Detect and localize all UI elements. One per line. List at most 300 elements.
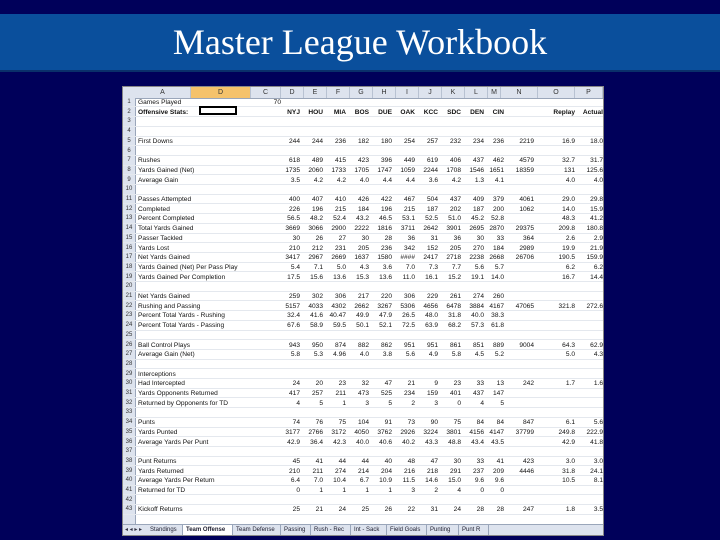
sheet-tab[interactable]: Standings — [147, 525, 183, 535]
cell-n[interactable]: 4579 — [519, 157, 534, 165]
cell-o[interactable]: 3.0 — [565, 457, 575, 465]
team-cell[interactable]: 21 — [407, 380, 415, 388]
team-cell[interactable]: 874 — [334, 341, 346, 349]
row-label[interactable]: Average Gain (Net) — [138, 351, 195, 359]
cell-o[interactable]: 249.8 — [558, 428, 575, 436]
team-cell[interactable]: 28 — [496, 506, 504, 514]
team-cell[interactable]: 467 — [403, 196, 415, 203]
team-cell[interactable]: 1 — [342, 399, 346, 407]
team-cell[interactable]: 257 — [311, 390, 323, 397]
team-cell[interactable]: 3711 — [400, 225, 415, 233]
cell-n[interactable]: 18359 — [515, 166, 534, 174]
cell-p[interactable]: 18.0 — [590, 137, 603, 145]
column-header[interactable]: N — [501, 87, 538, 98]
cell-o[interactable]: 64.3 — [562, 341, 575, 349]
team-cell[interactable]: 6.7 — [359, 477, 369, 485]
team-cell[interactable]: 462 — [492, 157, 504, 165]
team-cell[interactable]: 23 — [453, 380, 461, 388]
team-cell[interactable]: 48.2 — [310, 215, 323, 223]
team-cell[interactable]: 2238 — [469, 254, 484, 262]
team-cell[interactable]: 24 — [338, 506, 346, 514]
team-cell[interactable]: 36 — [453, 234, 461, 242]
column-header[interactable]: P — [575, 87, 603, 98]
team-cell[interactable]: 43.3 — [425, 438, 438, 446]
team-cell[interactable]: 40.0 — [471, 312, 484, 320]
team-cell[interactable]: 3762 — [377, 428, 392, 436]
team-cell[interactable]: 5.6 — [474, 263, 484, 271]
team-cell[interactable]: 306 — [334, 293, 346, 300]
team-cell[interactable]: 11.0 — [402, 273, 415, 281]
team-cell[interactable]: 260 — [492, 293, 504, 300]
team-cell[interactable]: 44 — [361, 457, 369, 465]
row-label[interactable]: Average Yards Per Return — [138, 477, 215, 485]
cell-n[interactable]: 423 — [522, 457, 534, 465]
team-cell[interactable]: 28 — [384, 234, 392, 242]
team-cell[interactable]: 504 — [426, 196, 438, 203]
team-cell[interactable]: 406 — [449, 157, 461, 165]
team-cell[interactable]: 58.9 — [310, 322, 323, 330]
team-cell[interactable]: 889 — [492, 341, 504, 349]
team-cell[interactable]: 473 — [357, 390, 369, 397]
column-header[interactable]: D — [281, 87, 304, 98]
team-cell[interactable]: 42.3 — [333, 438, 346, 446]
team-cell[interactable]: 4.0 — [359, 176, 369, 184]
active-cell[interactable] — [199, 106, 237, 115]
team-cell[interactable]: 30 — [361, 234, 369, 242]
team-cell[interactable]: 33 — [476, 380, 484, 388]
team-cell[interactable]: 306 — [403, 293, 415, 300]
cell-o[interactable]: 32.7 — [562, 157, 575, 165]
cell-n[interactable]: 247 — [522, 506, 534, 514]
team-cell[interactable]: 84 — [496, 419, 504, 427]
column-header[interactable]: L — [465, 87, 488, 98]
team-cell[interactable]: 5 — [500, 399, 504, 407]
team-cell[interactable]: 215 — [403, 205, 415, 213]
team-cell[interactable]: 42.9 — [287, 438, 300, 446]
team-cell[interactable]: 4.96 — [333, 351, 346, 359]
team-cell[interactable]: 13.6 — [333, 273, 346, 281]
team-cell[interactable]: 33 — [496, 234, 504, 242]
team-cell[interactable]: 0 — [480, 487, 484, 494]
team-cell[interactable]: 32.4 — [287, 312, 300, 320]
team-cell[interactable]: 3177 — [285, 428, 300, 436]
team-cell[interactable]: 254 — [403, 137, 415, 145]
row-label[interactable]: Games Played — [138, 99, 182, 106]
team-cell[interactable]: 3267 — [377, 302, 392, 310]
cell-o[interactable]: 31.8 — [562, 467, 575, 475]
team-cell[interactable]: 184 — [357, 205, 369, 213]
team-cell[interactable]: 1059 — [400, 166, 415, 174]
cell-o[interactable]: 190.5 — [558, 254, 575, 262]
cell-n[interactable]: 4446 — [519, 467, 534, 475]
team-cell[interactable]: 3172 — [331, 428, 346, 436]
team-cell[interactable]: 618 — [288, 157, 300, 165]
sheet-tab[interactable]: Punt R — [459, 525, 489, 535]
cell-o[interactable]: 16.7 — [562, 273, 575, 281]
team-cell[interactable]: 1651 — [489, 166, 504, 174]
column-header[interactable]: G — [350, 87, 373, 98]
cell-p[interactable]: 21.9 — [590, 244, 603, 252]
team-cell[interactable]: 525 — [380, 390, 392, 397]
team-cell[interactable]: 217 — [357, 293, 369, 300]
cell-n[interactable]: 4061 — [519, 196, 534, 203]
team-cell[interactable]: 236 — [334, 137, 346, 145]
team-cell[interactable]: 1.3 — [474, 176, 484, 184]
cell-p[interactable]: 159.9 — [586, 254, 603, 262]
team-cell[interactable]: 26 — [384, 506, 392, 514]
cell-p[interactable]: 41.2 — [590, 215, 603, 223]
row-label[interactable]: Percent Total Yards - Passing — [138, 322, 225, 330]
team-cell[interactable]: 259 — [288, 293, 300, 300]
team-cell[interactable]: SDC — [447, 108, 461, 116]
team-cell[interactable]: 159 — [426, 390, 438, 397]
team-cell[interactable]: 19.1 — [471, 273, 484, 281]
team-cell[interactable]: 14.6 — [425, 477, 438, 485]
team-cell[interactable]: 3801 — [446, 428, 461, 436]
team-cell[interactable]: 379 — [492, 196, 504, 203]
team-cell[interactable]: 17.5 — [287, 273, 300, 281]
row-label[interactable]: Net Yards Gained — [138, 293, 190, 300]
team-cell[interactable]: 30 — [453, 457, 461, 465]
team-cell[interactable]: 1 — [365, 487, 369, 494]
cell-p[interactable]: 14.4 — [590, 273, 603, 281]
column-header[interactable]: D — [191, 87, 251, 98]
team-cell[interactable]: 45.2 — [471, 215, 484, 223]
column-header[interactable]: K — [442, 87, 465, 98]
cell-o[interactable]: 209.8 — [558, 225, 575, 233]
cell-p[interactable]: 5.6 — [593, 419, 603, 427]
cell-n[interactable]: 9004 — [519, 341, 534, 349]
cell-o[interactable]: 10.5 — [562, 477, 575, 485]
cell-o[interactable]: 1.8 — [565, 506, 575, 514]
team-cell[interactable]: 184 — [492, 244, 504, 252]
row-label[interactable]: Passes Attempted — [138, 196, 192, 203]
team-cell[interactable]: 396 — [380, 157, 392, 165]
row-label[interactable]: Interceptions — [138, 370, 176, 378]
team-cell[interactable]: 22 — [407, 506, 415, 514]
team-cell[interactable]: 3 — [365, 399, 369, 407]
team-cell[interactable]: 234 — [472, 137, 484, 145]
team-cell[interactable]: 196 — [380, 205, 392, 213]
column-header[interactable]: A — [135, 87, 191, 98]
cell-n[interactable]: 2989 — [519, 244, 534, 252]
cell-p[interactable]: 3.5 — [593, 506, 603, 514]
team-cell[interactable]: 426 — [357, 196, 369, 203]
team-cell[interactable]: 41 — [496, 457, 504, 465]
sheet-tab[interactable]: Passing — [281, 525, 311, 535]
team-cell[interactable]: 4050 — [354, 428, 369, 436]
team-cell[interactable]: 210 — [288, 467, 300, 475]
row-label[interactable]: Net Yards Gained — [138, 254, 190, 262]
team-cell[interactable]: 26 — [315, 234, 323, 242]
team-cell[interactable]: 212 — [311, 244, 323, 252]
team-cell[interactable]: 211 — [335, 390, 346, 397]
team-cell[interactable]: 4 — [480, 399, 484, 407]
team-cell[interactable]: 951 — [426, 341, 438, 349]
team-cell[interactable]: 342 — [403, 244, 415, 252]
team-cell[interactable]: 7.7 — [451, 263, 461, 271]
row-label[interactable]: Total Yards Gained — [138, 225, 194, 233]
team-cell[interactable]: 14.0 — [491, 273, 504, 281]
cell-p[interactable]: 6.2 — [593, 263, 603, 271]
team-cell[interactable]: 9.6 — [474, 477, 484, 485]
team-cell[interactable]: 3224 — [423, 428, 438, 436]
cell-o[interactable]: 131 — [563, 166, 575, 174]
team-cell[interactable]: 152 — [426, 244, 438, 252]
team-cell[interactable]: 4 — [296, 399, 300, 407]
row-label[interactable]: Passer Tackled — [138, 234, 183, 242]
team-cell[interactable]: 15.2 — [448, 273, 461, 281]
cell-o[interactable]: 6.2 — [565, 263, 575, 271]
cell-o[interactable]: 48.3 — [562, 215, 575, 223]
team-cell[interactable]: 410 — [334, 196, 346, 203]
team-cell[interactable]: 407 — [311, 196, 323, 203]
cell-n[interactable]: 847 — [522, 419, 534, 427]
cell-p[interactable]: 29.8 — [590, 196, 603, 203]
team-cell[interactable]: 244 — [311, 137, 323, 145]
team-cell[interactable]: 400 — [288, 196, 300, 203]
sheet-tab[interactable]: Int - Sack — [351, 525, 387, 535]
team-cell[interactable]: 7.1 — [313, 263, 323, 271]
team-cell[interactable]: 270 — [472, 244, 484, 252]
team-cell[interactable]: 1546 — [469, 166, 484, 174]
row-label[interactable]: Had Intercepted — [138, 380, 185, 388]
team-cell[interactable]: 3901 — [446, 225, 461, 233]
team-cell[interactable]: 7.3 — [428, 263, 438, 271]
team-cell[interactable]: 9 — [434, 380, 438, 388]
team-cell[interactable]: CIN — [492, 108, 504, 116]
team-cell[interactable]: 244 — [288, 137, 300, 145]
team-cell[interactable]: 24 — [292, 380, 300, 388]
team-cell[interactable]: 882 — [357, 341, 369, 349]
cell-o[interactable]: 2.6 — [565, 234, 575, 242]
team-cell[interactable]: 437 — [472, 390, 484, 397]
team-cell[interactable]: 4656 — [423, 302, 438, 310]
team-cell[interactable]: 180 — [380, 137, 392, 145]
team-cell[interactable]: 274 — [334, 467, 346, 475]
row-label[interactable]: Percent Total Yards - Rushing — [138, 312, 225, 320]
cell-n[interactable]: 26706 — [515, 254, 534, 262]
team-cell[interactable]: 30 — [292, 234, 300, 242]
sheet-tab[interactable]: Team Offense — [183, 525, 233, 535]
team-cell[interactable]: 2669 — [331, 254, 346, 262]
team-cell[interactable]: 0 — [500, 487, 504, 494]
team-cell[interactable]: 43.2 — [356, 215, 369, 223]
team-cell[interactable]: 0 — [296, 487, 300, 494]
team-cell[interactable]: 15.0 — [448, 477, 461, 485]
team-cell[interactable]: 1747 — [377, 166, 392, 174]
row-label[interactable]: Yards Gained (Net) Per Pass Play — [138, 263, 238, 271]
cell-o[interactable]: 29.0 — [562, 196, 575, 203]
team-cell[interactable]: 196 — [311, 205, 323, 213]
team-cell[interactable]: 1708 — [446, 166, 461, 174]
cell-n[interactable]: 47065 — [515, 302, 534, 310]
team-cell[interactable]: 216 — [403, 467, 415, 475]
team-cell[interactable]: 7.0 — [313, 477, 323, 485]
tab-nav-arrows[interactable]: ◂ ◂ ▸ ▸ — [125, 527, 143, 533]
team-cell[interactable]: 211 — [312, 467, 323, 475]
team-cell[interactable]: 226 — [288, 205, 300, 213]
team-cell[interactable]: 204 — [380, 467, 392, 475]
team-cell[interactable]: 26.5 — [402, 312, 415, 320]
cell-o[interactable]: 19.9 — [562, 244, 575, 252]
row-label[interactable]: Punt Returns — [138, 457, 177, 465]
cell-o[interactable]: 5.0 — [565, 351, 575, 359]
team-cell[interactable]: 2060 — [308, 166, 323, 174]
team-cell[interactable]: 36.4 — [310, 438, 323, 446]
sheet-tab[interactable]: Field Goals — [387, 525, 427, 535]
cell-n[interactable]: 242 — [522, 380, 534, 388]
cell-o[interactable]: 321.8 — [558, 302, 575, 310]
row-label[interactable]: Rushes — [138, 157, 161, 165]
row-label[interactable]: Average Yards Per Punt — [138, 438, 209, 446]
team-cell[interactable]: 5.6 — [405, 351, 415, 359]
team-cell[interactable]: 51.0 — [448, 215, 461, 223]
team-cell[interactable]: 3.8 — [382, 351, 392, 359]
team-cell[interactable]: 61.8 — [491, 322, 504, 330]
team-cell[interactable]: 1705 — [354, 166, 369, 174]
team-cell[interactable]: 3669 — [285, 225, 300, 233]
team-cell[interactable]: 4033 — [308, 302, 323, 310]
team-cell[interactable]: 234 — [403, 390, 415, 397]
team-cell[interactable]: 5.7 — [494, 263, 504, 271]
team-cell[interactable]: 41 — [315, 457, 323, 465]
team-cell[interactable]: 231 — [334, 244, 346, 252]
team-cell[interactable]: 205 — [449, 244, 461, 252]
team-cell[interactable]: 257 — [426, 137, 438, 145]
team-cell[interactable]: 30 — [476, 234, 484, 242]
row-label[interactable]: Returned for TD — [138, 487, 186, 494]
team-cell[interactable]: 218 — [426, 467, 438, 475]
team-cell[interactable]: 1 — [342, 487, 346, 494]
team-cell[interactable]: 619 — [426, 157, 438, 165]
team-cell[interactable]: 1735 — [285, 166, 300, 174]
team-cell[interactable]: 2662 — [354, 302, 369, 310]
team-cell[interactable]: 5.4 — [290, 263, 300, 271]
team-cell[interactable]: 40 — [384, 457, 392, 465]
team-cell[interactable]: 67.6 — [287, 322, 300, 330]
team-cell[interactable]: 47 — [384, 380, 392, 388]
team-cell[interactable]: 47 — [430, 457, 438, 465]
team-cell[interactable]: 41.6 — [310, 312, 323, 320]
team-cell[interactable]: NYJ — [287, 108, 300, 116]
team-cell[interactable]: 43.4 — [471, 438, 484, 446]
team-cell[interactable]: 73 — [407, 419, 415, 427]
team-cell[interactable]: 4.4 — [405, 176, 415, 184]
column-header[interactable]: E — [304, 87, 327, 98]
team-cell[interactable]: 31 — [430, 234, 438, 242]
row-label[interactable]: Ball Control Plays — [138, 341, 191, 349]
team-cell[interactable]: 27 — [338, 234, 346, 242]
team-cell[interactable]: 50.1 — [356, 322, 369, 330]
row-label[interactable]: Completed — [138, 205, 170, 213]
team-cell[interactable]: 236 — [492, 137, 504, 145]
team-cell[interactable]: 2668 — [489, 254, 504, 262]
team-cell[interactable]: 215 — [334, 205, 346, 213]
team-cell[interactable]: 3.6 — [382, 263, 392, 271]
team-cell[interactable]: 950 — [311, 341, 323, 349]
team-cell[interactable]: 13.6 — [379, 273, 392, 281]
team-cell[interactable]: 423 — [357, 157, 369, 165]
team-cell[interactable]: 3.6 — [428, 176, 438, 184]
row-label[interactable]: Average Gain — [138, 176, 179, 184]
team-cell[interactable]: 21 — [315, 506, 323, 514]
team-cell[interactable]: 4.4 — [382, 176, 392, 184]
team-cell[interactable]: 6.4 — [290, 477, 300, 485]
row-label[interactable]: Offensive Stats: — [138, 108, 189, 116]
team-cell[interactable]: 36 — [407, 234, 415, 242]
team-cell[interactable]: 48.0 — [425, 312, 438, 320]
team-cell[interactable]: 57.3 — [471, 322, 484, 330]
row-label[interactable]: Yards Opponents Returned — [138, 390, 218, 397]
team-cell[interactable]: 861 — [449, 341, 461, 349]
team-cell[interactable]: 409 — [472, 196, 484, 203]
sheet-tab[interactable]: Punting — [427, 525, 459, 535]
team-cell[interactable]: 4167 — [489, 302, 504, 310]
cell-p[interactable]: 1.6 — [593, 380, 603, 388]
team-cell[interactable]: 4.2 — [313, 176, 323, 184]
team-cell[interactable]: 72.5 — [402, 322, 415, 330]
team-cell[interactable]: 2 — [411, 399, 415, 407]
team-cell[interactable]: 75 — [338, 419, 346, 427]
cell-o[interactable]: 1.7 — [565, 380, 575, 388]
team-cell[interactable]: 417 — [288, 390, 300, 397]
team-cell[interactable]: 449 — [403, 157, 415, 165]
team-cell[interactable]: 200 — [492, 205, 504, 213]
team-cell[interactable]: 187 — [426, 205, 438, 213]
row-label[interactable]: Yards Punted — [138, 428, 178, 436]
cell-n[interactable]: 1062 — [519, 205, 534, 213]
cell-p[interactable]: 15.9 — [590, 205, 603, 213]
team-cell[interactable]: 4.5 — [474, 351, 484, 359]
column-header[interactable]: I — [396, 87, 419, 98]
cell-p[interactable]: 4.0 — [593, 176, 603, 184]
cell-o[interactable]: 42.9 — [562, 438, 575, 446]
team-cell[interactable]: 45 — [292, 457, 300, 465]
team-cell[interactable]: 33 — [476, 457, 484, 465]
team-cell[interactable]: 5 — [388, 399, 392, 407]
cell-p[interactable]: 8.1 — [593, 477, 603, 485]
team-cell[interactable]: 5306 — [400, 302, 415, 310]
team-cell[interactable]: 49.9 — [356, 312, 369, 320]
team-cell[interactable]: 2244 — [423, 166, 438, 174]
team-cell[interactable]: 220 — [380, 293, 392, 300]
team-cell[interactable]: MIA — [333, 108, 346, 116]
team-cell[interactable]: 4.2 — [451, 176, 461, 184]
spreadsheet[interactable] — [122, 86, 604, 536]
row-label[interactable]: Yards Gained Per Completion — [138, 273, 226, 281]
cell-o[interactable]: 16.9 — [562, 137, 575, 145]
team-cell[interactable]: 38.3 — [491, 312, 504, 320]
team-cell[interactable]: 951 — [403, 341, 415, 349]
cell-o[interactable]: 6.1 — [565, 419, 575, 427]
team-cell[interactable]: 31 — [430, 506, 438, 514]
team-cell[interactable]: 47.9 — [379, 312, 392, 320]
team-cell[interactable]: 3417 — [285, 254, 300, 262]
team-cell[interactable]: 24 — [453, 506, 461, 514]
team-cell[interactable]: 4.3 — [359, 263, 369, 271]
team-cell[interactable]: 63.9 — [425, 322, 438, 330]
team-cell[interactable]: 5.2 — [494, 351, 504, 359]
team-cell[interactable]: 4.0 — [359, 351, 369, 359]
team-cell[interactable]: 1580 — [377, 254, 392, 262]
team-cell[interactable]: 23 — [338, 380, 346, 388]
team-cell[interactable]: 489 — [311, 157, 323, 165]
team-cell[interactable]: 9.6 — [494, 477, 504, 485]
team-cell[interactable]: 2967 — [308, 254, 323, 262]
team-cell[interactable]: 5.8 — [290, 351, 300, 359]
team-cell[interactable]: 2870 — [489, 225, 504, 233]
